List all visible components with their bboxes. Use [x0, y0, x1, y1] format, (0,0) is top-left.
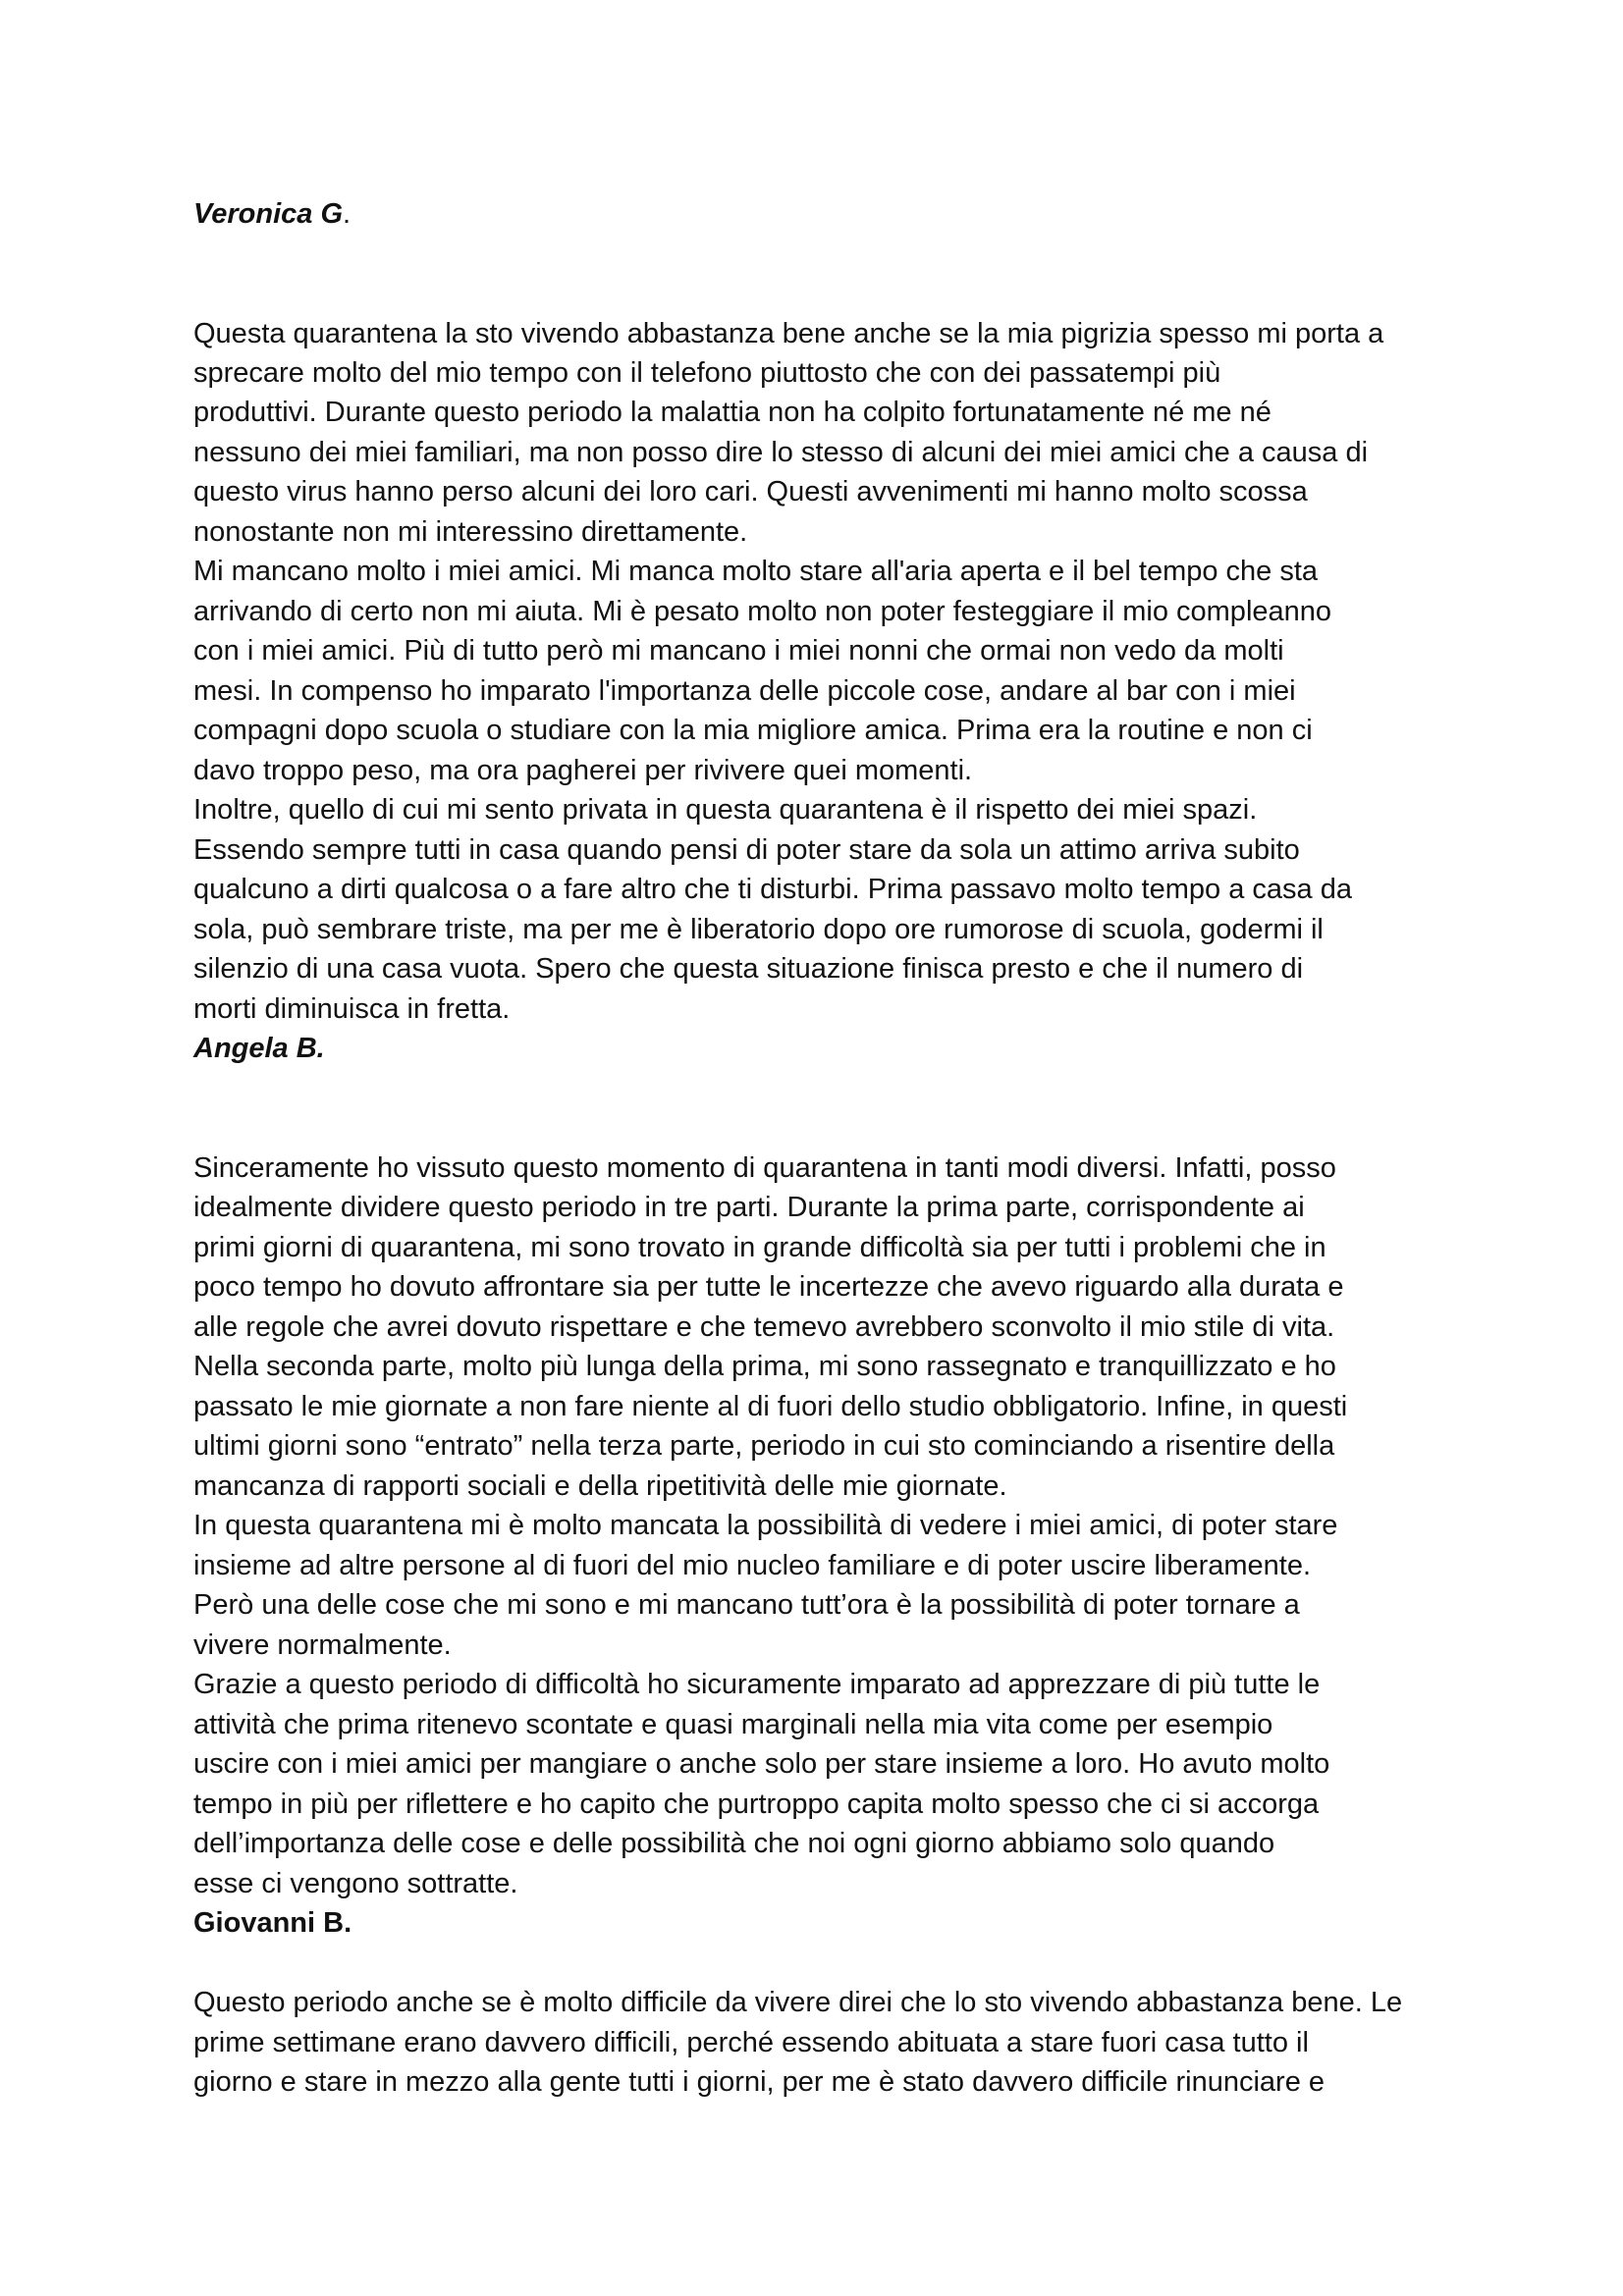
paragraph-line: nonostante non mi interessino direttamente. [193, 516, 748, 548]
paragraph-line: mesi. In compenso ho imparato l'importanza delle piccole cose, andare al bar con i miei [193, 675, 1296, 707]
paragraph-line: In questa quarantena mi è molto mancata la possibilità di vedere i miei amici, di poter stare [193, 1510, 1338, 1541]
author-name: Angela B. [193, 1033, 325, 1064]
paragraph-line: Mi mancano molto i miei amici. Mi manca molto stare all'aria aperta e il bel tempo che sta [193, 556, 1319, 587]
paragraph-line: giorno e stare in mezzo alla gente tutti i giorni, per me è stato davvero difficile rinunciare e [193, 2066, 1325, 2098]
paragraph-line: Questo periodo anche se è molto difficile da vivere direi che lo sto vivendo abbastanza bene. Le [193, 1987, 1403, 2018]
paragraph-line: Però una delle cose che mi sono e mi mancano tutt’ora è la possibilità di poter tornare a [193, 1589, 1300, 1621]
paragraph-line: Sinceramente ho vissuto questo momento di quarantena in tanti modi diversi. Infatti, posso [193, 1152, 1336, 1184]
paragraph-line: vivere normalmente. [193, 1629, 452, 1661]
paragraph-line: sola, può sembrare triste, ma per me è liberatorio dopo ore rumorose di scuola, godermi il [193, 914, 1324, 945]
paragraph-line: produttivi. Durante questo periodo la malattia non ha colpito fortunatamente né me né [193, 397, 1271, 428]
paragraph-line: primi giorni di quarantena, mi sono trovato in grande difficoltà sia per tutti i problemi che in [193, 1232, 1326, 1263]
paragraph-line: Questa quarantena la sto vivendo abbastanza bene anche se la mia pigrizia spesso mi porta a [193, 318, 1384, 349]
paragraph-line: passato le mie giornate a non fare niente al di fuori dello studio obbligatorio. Infine, in questi [193, 1391, 1348, 1422]
paragraph-line: mancanza di rapporti sociali e della ripetitività delle mie giornate. [193, 1470, 1007, 1502]
paragraph-line: uscire con i miei amici per mangiare o anche solo per stare insieme a loro. Ho avuto molto [193, 1748, 1330, 1780]
paragraph-line: davo troppo peso, ma ora pagherei per rivivere quei momenti. [193, 755, 973, 786]
paragraph-line: dell’importanza delle cose e delle possibilità che noi ogni giorno abbiamo solo quando [193, 1828, 1275, 1859]
paragraph-line: Grazie a questo periodo di difficoltà ho sicuramente imparato ad apprezzare di più tutte le [193, 1669, 1321, 1700]
paragraph-line: attività che prima ritenevo scontate e quasi marginali nella mia vita come per esempio [193, 1709, 1273, 1740]
paragraph-line: Inoltre, quello di cui mi sento privata in questa quarantena è il rispetto dei miei spazi. [193, 794, 1258, 826]
paragraph-line: qualcuno a dirti qualcosa o a fare altro che ti disturbi. Prima passavo molto tempo a casa da [193, 874, 1352, 905]
paragraph-line: idealmente dividere questo periodo in tre parti. Durante la prima parte, corrispondente ai [193, 1192, 1305, 1223]
paragraph-line: morti diminuisca in fretta. [193, 993, 511, 1025]
paragraph-line: ultimi giorni sono “entrato” nella terza parte, periodo in cui sto cominciando a risentire della [193, 1430, 1335, 1462]
paragraph-line: tempo in più per riflettere e ho capito che purtroppo capita molto spesso che ci si accorga [193, 1789, 1320, 1820]
paragraph-line: poco tempo ho dovuto affrontare sia per tutte le incertezze che avevo riguardo alla durata e [193, 1271, 1344, 1303]
paragraph-line: Nella seconda parte, molto più lunga della prima, mi sono rassegnato e tranquillizzato e ho [193, 1351, 1336, 1382]
paragraph-line: con i miei amici. Più di tutto però mi mancano i miei nonni che ormai non vedo da molti [193, 635, 1284, 667]
paragraph-line: questo virus hanno perso alcuni dei loro cari. Questi avvenimenti mi hanno molto scossa [193, 476, 1308, 507]
author-name: Veronica G. [193, 198, 352, 230]
paragraph-line: prime settimane erano davvero difficili, perché essendo abituata a stare fuori casa tutto il [193, 2027, 1309, 2058]
paragraph-line: insieme ad altre persone al di fuori del mio nucleo familiare e di poter uscire liberamente. [193, 1550, 1312, 1581]
author-name: Giovanni B. [193, 1907, 352, 1939]
paragraph-line: compagni dopo scuola o studiare con la mia migliore amica. Prima era la routine e non ci [193, 715, 1313, 746]
paragraph-line: Essendo sempre tutti in casa quando pensi di poter stare da sola un attimo arriva subito [193, 834, 1300, 866]
paragraph-line: esse ci vengono sottratte. [193, 1868, 518, 1899]
paragraph-line: silenzio di una casa vuota. Spero che questa situazione finisca presto e che il numero di [193, 953, 1304, 985]
paragraph-line: arrivando di certo non mi aiuta. Mi è pesato molto non poter festeggiare il mio compleanno [193, 596, 1332, 627]
paragraph-line: sprecare molto del mio tempo con il telefono piuttosto che con dei passatempi più [193, 357, 1221, 389]
paragraph-line: nessuno dei miei familiari, ma non posso dire lo stesso di alcuni dei miei amici che a causa di [193, 437, 1369, 468]
paragraph-line: alle regole che avrei dovuto rispettare e che temevo avrebbero sconvolto il mio stile di vita. [193, 1311, 1335, 1343]
